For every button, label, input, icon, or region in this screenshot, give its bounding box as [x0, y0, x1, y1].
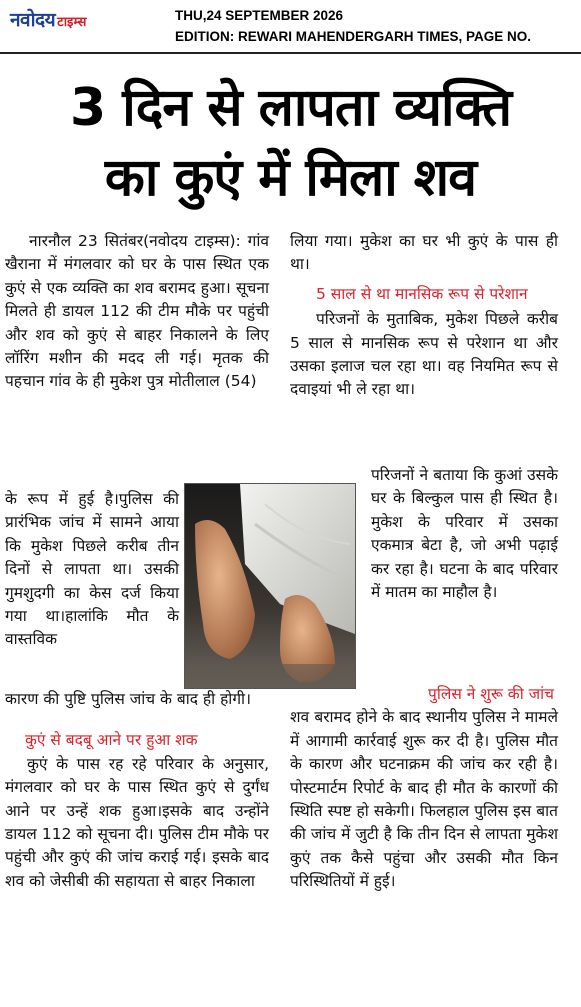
header-rule: [0, 52, 581, 54]
headline-line-2: का कुएं में मिला शव: [104, 148, 477, 208]
article-paragraph-1-end: कारण की पुष्टि पुलिस जांच के बाद ही होगी।: [5, 690, 251, 708]
article-paragraph-2-cont: लिया गया। मुकेश का घर भी कुएं के पास ही था।: [290, 232, 558, 274]
subheading-police: पुलिस ने शुरू की जांच: [428, 685, 554, 703]
article-photo: [184, 483, 356, 689]
newspaper-logo: [10, 6, 86, 32]
article-column-left-wrap: [5, 488, 179, 652]
edition-line: EDITION: REWARI MAHENDERGARH TIMES, PAGE NO.: [175, 29, 532, 44]
article-paragraph-2: कुएं के पास रह रहे परिवार के अनुसार, मंगलवार को घर के पास स्थित कुएं से दुर्गंध आने पर उन्हें शक हुआ।इसके बाद उन्होंने डायल 112 को सूचना दी। पुलिस टीम मौके पर पहुंची और कुएं की जांच कराई गई। इसके बाद शव को जेसीबी की सहायता से बाहर निकाला: [5, 754, 269, 890]
article-column-right-top: [290, 230, 558, 402]
subheading-smell: कुएं से बदबू आने पर हुआ शक: [25, 731, 198, 750]
article-column-left-top: [5, 230, 269, 394]
subheading-mental-health: 5 साल से था मानसिक रूप से परेशान: [316, 284, 528, 303]
dateline: THU,24 SEPTEMBER 2026: [175, 8, 344, 23]
article-paragraph-1: नारनौल 23 सितंबर(नवोदय टाइम्स): गांव खैराना में मंगलवार को घर के पास स्थित एक कुएं से एक व्यक्ति का शव बरामद हुआ। सूचना मिलते ही डायल 112 की टीम मौके पर पहुंची और शव को कुएं से बाहर निकालने के लिए लॉरिंग मशीन की मदद ली गई। मृतक की पहचान गांव के ही मुकेश पुत्र मोतीलाल (54): [5, 232, 269, 391]
logo-sub: टाइम्स: [57, 15, 87, 30]
feet-under-sheet-image: [185, 484, 355, 688]
article-paragraph-4: शव बरामद होने के बाद स्थानीय पुलिस ने मामले में आगामी कार्रवाई शुरू कर दी है। पुलिस मौत के कारण और घटनाक्रम की जांच कर रही है। पोस्टमार्टम रिपोर्ट के बाद ही मौत के कारणों की स्थिति स्पष्ट हो सकेगी। फिलहाल पुलिस इस बात की जांच में जुटी है कि तीन दिन से लापता मुकेश कुएं तक कैसे पहुंचा और उसकी मौत किन परिस्थितियों में हुई।: [290, 708, 558, 891]
article-paragraph-1-wrap: के रूप में हुई है।पुलिस की प्रारंभिक जांच में सामने आया कि मुकेश पिछले करीब तीन दिनों से लापता था। उसकी गुमशुदगी का केस दर्ज किया गया था।हालांकि मौत के वास्तविक: [5, 490, 179, 649]
article-column-right-wrap: [371, 464, 558, 604]
article-column-left-lower: [5, 688, 269, 893]
logo-main: नवोदय: [10, 9, 56, 31]
headline-line-1: 3 दिन से लापता व्यक्ति: [70, 78, 511, 138]
article-paragraph-3: परिजनों के मुताबिक, मुकेश पिछले करीब 5 साल से मानसिक रूप से परेशान था और उसका इलाज चल रहा था। वह नियमित रूप से दवाइयां भी ले रहा था।: [290, 310, 558, 399]
article-column-right-lower: [290, 683, 558, 894]
article-paragraph-3-wrap: परिजनों ने बताया कि कुआं उसके घर के बिल्कुल पास ही स्थित है। मुकेश के परिवार में उसका एकमात्र बेटा है, जो अभी पढ़ाई कर रहा है। घटना के बाद परिवार में मातम का माहौल है।: [371, 466, 558, 602]
